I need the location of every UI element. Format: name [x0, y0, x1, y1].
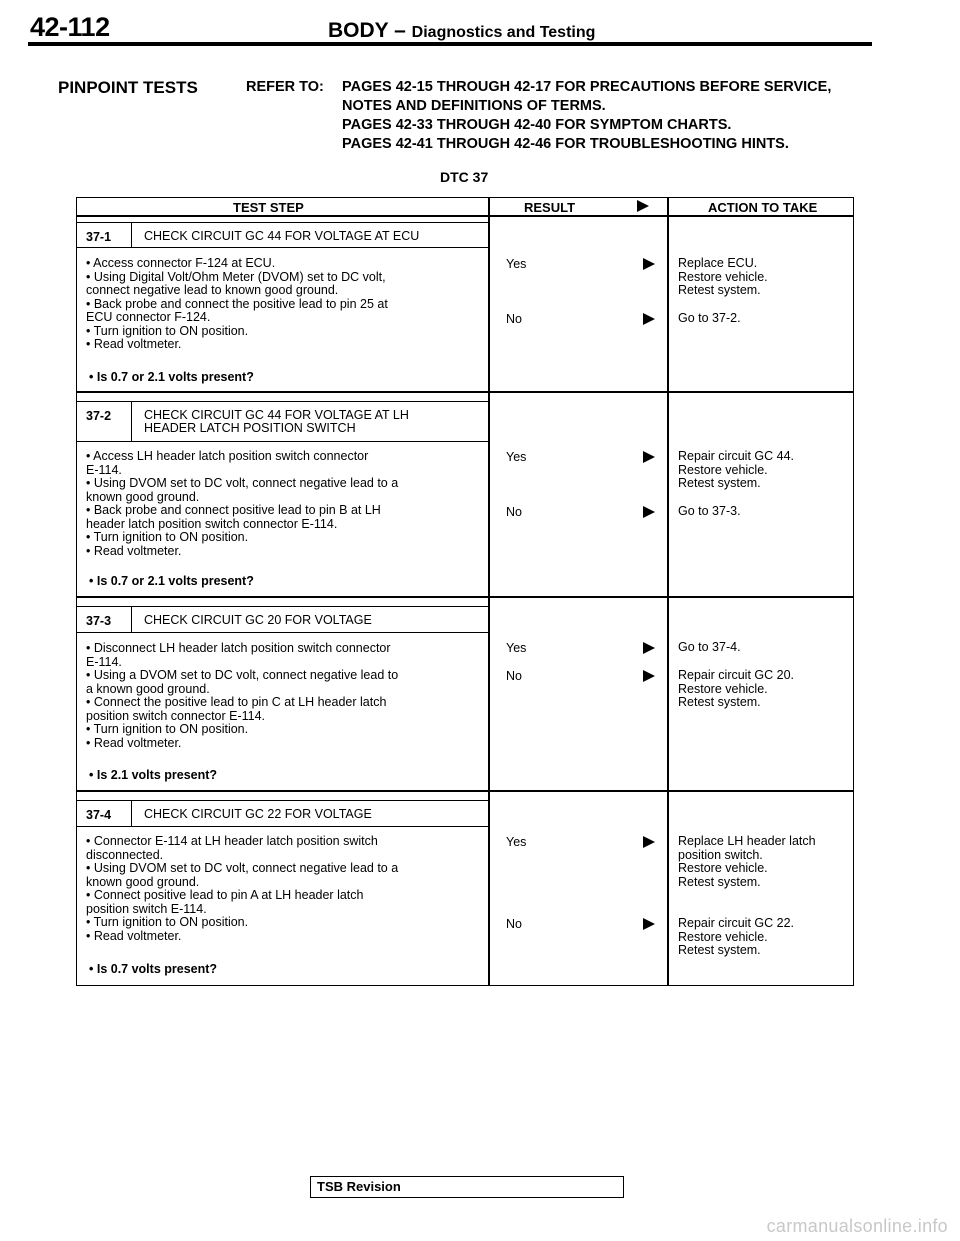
result-label: No [506, 312, 522, 326]
step-number: 37-4 [77, 801, 132, 826]
result-label: No [506, 505, 522, 519]
column-header-action: ACTION TO TAKE [708, 200, 818, 215]
result-arrow-icon [643, 918, 655, 930]
step-title: CHECK CIRCUIT GC 20 FOR VOLTAGE [144, 613, 372, 627]
action-text: Repair circuit GC 22. Restore vehicle. Retest system. [678, 916, 795, 957]
step-question: • Is 0.7 or 2.1 volts present? [89, 370, 254, 384]
step-instructions: • Access connector F-124 at ECU. • Using Digital Volt/Ohm Meter (DVOM) set to DC volt, connect negative lead to known good ground. • Back probe and connect the positive lead to pin 25 at ECU connector F-124. • Turn ignition to ON position. • Read voltmeter. [86, 256, 388, 351]
action-text: Replace LH header latch position switch. Restore vehicle. Retest system. [678, 834, 816, 889]
action-text: Repair circuit GC 20. Restore vehicle. Retest system. [678, 668, 795, 709]
step-instructions: • Connector E-114 at LH header latch position switch disconnected. • Using DVOM set to DC volt, connect negative lead to a known good ground. • Connect positive lead to pin A at LH header latch position switch E-114. • Turn ignition to ON position. • Read voltmeter. [86, 834, 399, 943]
action-text: Go to 37-3. [678, 504, 741, 518]
step-number: 37-1 [77, 223, 132, 247]
result-arrow-icon [637, 200, 649, 212]
step-divider [77, 596, 853, 598]
result-label: Yes [506, 835, 527, 849]
header-row-divider [77, 215, 853, 217]
result-arrow-icon [643, 670, 655, 682]
step-header [77, 222, 489, 248]
tsb-revision-box [310, 1176, 624, 1198]
result-label: Yes [506, 257, 527, 271]
result-arrow-icon [643, 836, 655, 848]
page-number: 42-112 [30, 12, 110, 42]
step-header [77, 606, 489, 633]
dtc-title: DTC 37 [440, 169, 489, 185]
result-label: No [506, 917, 522, 931]
subsection-name: Diagnostics and Testing [411, 24, 596, 41]
step-instructions: • Disconnect LH header latch position switch connector E-114. • Using a DVOM set to DC volt, connect negative lead to a known good ground. • Connect the positive lead to pin C at LH header latch position switch connector E-114. • Turn ignition to ON position. • Read voltmeter. [86, 641, 399, 750]
result-arrow-icon [643, 506, 655, 518]
reference-line: NOTES AND DEFINITIONS OF TERMS. [342, 98, 606, 114]
step-header [77, 800, 489, 827]
reference-line: PAGES 42-15 THROUGH 42-17 FOR PRECAUTIONS BEFORE SERVICE, [342, 79, 832, 95]
column-header-test-step: TEST STEP [233, 200, 304, 215]
result-label: Yes [506, 450, 527, 464]
page-title [328, 19, 595, 43]
action-text: Go to 37-4. [678, 640, 741, 654]
result-arrow-icon [643, 642, 655, 654]
reference-line: PAGES 42-33 THROUGH 42-40 FOR SYMPTOM CHARTS. [342, 117, 732, 133]
column-header-result: RESULT [524, 200, 576, 215]
action-text: Go to 37-2. [678, 311, 741, 325]
step-instructions: • Access LH header latch position switch connector E-114. • Using DVOM set to DC volt, connect negative lead to a known good ground. • Back probe and connect positive lead to pin B at LH header latch position switch connector E-114. • Turn ignition to ON position. • Read voltmeter. [86, 449, 399, 558]
column-divider [667, 198, 669, 985]
tsb-revision-label: TSB Revision [317, 1179, 401, 1194]
step-question: • Is 2.1 volts present? [89, 768, 218, 782]
refer-to-label: REFER TO: [246, 79, 324, 95]
title-separator: – [394, 19, 406, 42]
pinpoint-test-table [76, 197, 854, 986]
action-text: Repair circuit GC 44. Restore vehicle. Retest system. [678, 449, 795, 490]
step-title: CHECK CIRCUIT GC 44 FOR VOLTAGE AT LH HEADER LATCH POSITION SWITCH [144, 408, 409, 435]
step-question: • Is 0.7 or 2.1 volts present? [89, 574, 254, 588]
result-label: Yes [506, 641, 527, 655]
reference-line: PAGES 42-41 THROUGH 42-46 FOR TROUBLESHOOTING HINTS. [342, 136, 789, 152]
pinpoint-tests-heading: PINPOINT TESTS [58, 78, 198, 97]
result-arrow-icon [643, 451, 655, 463]
header-rule [28, 42, 872, 46]
step-divider [77, 391, 853, 393]
step-number: 37-2 [77, 402, 132, 441]
column-divider [488, 198, 490, 985]
step-title: CHECK CIRCUIT GC 44 FOR VOLTAGE AT ECU [144, 229, 420, 243]
step-number: 37-3 [77, 607, 132, 632]
result-label: No [506, 669, 522, 683]
step-question: • Is 0.7 volts present? [89, 962, 218, 976]
watermark: carmanualsonline.info [766, 1216, 948, 1236]
step-header [77, 401, 489, 442]
action-text: Replace ECU. Restore vehicle. Retest system. [678, 256, 768, 297]
result-arrow-icon [643, 258, 655, 270]
result-arrow-icon [643, 313, 655, 325]
step-divider [77, 790, 853, 792]
step-title: CHECK CIRCUIT GC 22 FOR VOLTAGE [144, 807, 372, 821]
section-name: BODY [328, 19, 389, 42]
